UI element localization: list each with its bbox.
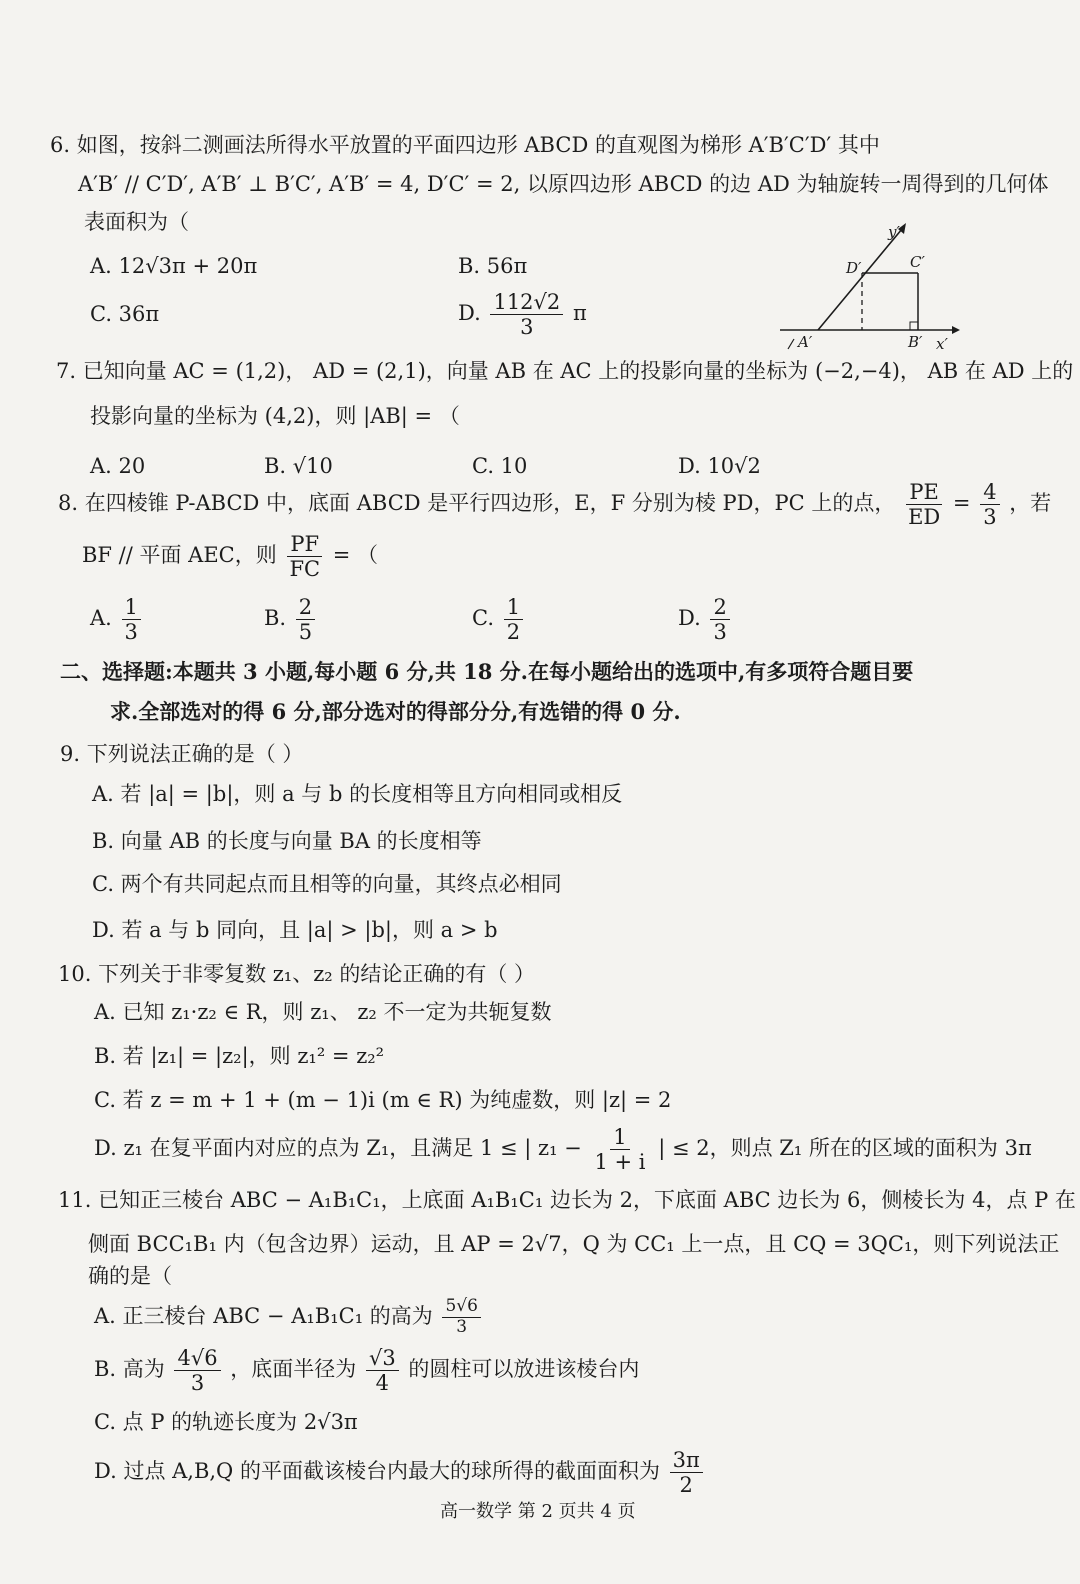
fraction-numerator: 2 bbox=[296, 595, 315, 620]
equals-sign: = bbox=[952, 491, 971, 516]
q8-fraction-pf-fc bbox=[286, 532, 323, 581]
label-b: B′ bbox=[908, 333, 923, 351]
q10-option-a: A. 已知 z₁·z₂ ∈ R，则 z₁、 z₂ 不一定为共轭复数 bbox=[94, 1000, 552, 1024]
q8-stem-line2 bbox=[82, 532, 378, 581]
q10-option-d bbox=[94, 1124, 1032, 1174]
q6-stem-line3: 表面积为（ bbox=[84, 210, 189, 234]
q11-option-b bbox=[94, 1344, 639, 1395]
fraction-numerator: 1 bbox=[504, 595, 523, 620]
q10-option-d-fraction bbox=[591, 1125, 648, 1174]
fraction-denominator: 4 bbox=[375, 1371, 390, 1395]
q8-fraction-4-3 bbox=[980, 480, 999, 529]
q11-option-b-tail: 的圆柱可以放进该棱台内 bbox=[408, 1357, 640, 1381]
q6-option-d-label: D. bbox=[458, 301, 481, 326]
q9-stem: 9. 下列说法正确的是（ ） bbox=[60, 742, 304, 766]
fraction-numerator: 112√2 bbox=[490, 290, 563, 315]
q11-option-d bbox=[94, 1446, 706, 1497]
fraction-numerator: 4 bbox=[980, 480, 999, 505]
q9-option-a: A. 若 |a| = |b|，则 a 与 b 的长度相等且方向相同或相反 bbox=[92, 782, 623, 806]
fraction-denominator: 3 bbox=[520, 315, 534, 340]
q6-option-d-fraction bbox=[490, 290, 563, 339]
label-x: x′ bbox=[936, 335, 948, 353]
q11-stem-line2: 侧面 BCC₁B₁ 内（包含边界）运动，且 AP = 2√7，Q 为 CC₁ 上一点，且 CQ = 3QC₁，则下列说法正 bbox=[88, 1232, 1060, 1256]
option-label: C. bbox=[472, 606, 494, 631]
option-label: D. bbox=[678, 606, 701, 631]
fraction-numerator: 3π bbox=[670, 1448, 703, 1473]
q9-option-b: B. 向量 AB 的长度与向量 BA 的长度相等 bbox=[92, 829, 482, 853]
fraction-numerator: 5√6 bbox=[442, 1297, 480, 1318]
y-axis bbox=[818, 229, 902, 330]
q8-stem-text: BF // 平面 AEC，则 bbox=[82, 543, 277, 568]
q7-option-a: A. 20 bbox=[90, 454, 146, 478]
label-c: C′ bbox=[910, 253, 925, 271]
q9-option-d: D. 若 a 与 b 同向，且 |a| > |b|，则 a > b bbox=[92, 918, 498, 942]
q11-option-d-text: D. 过点 A,B,Q 的平面截该棱台内最大的球所得的截面面积为 bbox=[94, 1459, 660, 1483]
q11-stem-line3: 确的是（ bbox=[88, 1264, 172, 1288]
q8-stem-line1 bbox=[58, 480, 1051, 529]
label-d: D′ bbox=[846, 259, 862, 277]
option-fraction bbox=[296, 595, 315, 644]
page-footer: 高一数学 第 2 页共 4 页 bbox=[440, 1501, 636, 1522]
fraction-numerator: 1 bbox=[610, 1125, 629, 1150]
fraction-numerator: √3 bbox=[366, 1346, 399, 1371]
q7-option-d: D. 10√2 bbox=[678, 454, 761, 478]
q11-option-d-fraction bbox=[670, 1448, 703, 1497]
label-a: A′ bbox=[798, 333, 813, 351]
q8-fraction-pe-ed bbox=[905, 480, 943, 529]
fraction-denominator: 3 bbox=[190, 1371, 205, 1395]
q10-option-d-text: D. z₁ 在复平面内对应的点为 Z₁，且满足 1 ≤ | z₁ − bbox=[94, 1136, 582, 1160]
option-label: B. bbox=[264, 606, 287, 631]
fraction-numerator: PF bbox=[287, 532, 322, 557]
q10-option-d-tail: | ≤ 2，则点 Z₁ 所在的区域的面积为 3π bbox=[658, 1136, 1032, 1160]
section-2-header-line2: 求.全部选对的得 6 分,部分选对的得部分分,有选错的得 0 分. bbox=[110, 699, 681, 724]
q10-option-c: C. 若 z = m + 1 + (m − 1)i (m ∈ R) 为纯虚数，则 |z| = 2 bbox=[94, 1088, 672, 1112]
fraction-numerator: 1 bbox=[122, 595, 141, 620]
q11-option-a bbox=[94, 1294, 484, 1338]
q6-option-b: B. 56π bbox=[458, 254, 528, 278]
fraction-numerator: PE bbox=[906, 480, 941, 505]
fraction-numerator: 2 bbox=[710, 595, 729, 620]
section-2-header-line1: 二、选择题:本题共 3 小题,每小题 6 分,共 18 分.在每小题给出的选项中,有多项符合题目要 bbox=[60, 659, 914, 684]
q8-stem-tail: ，若 bbox=[1009, 491, 1052, 516]
q6-stem-line1: 6. 如图，按斜二测画法所得水平放置的平面四边形 ABCD 的直观图为梯形 A′B′C′D′ 其中 bbox=[50, 133, 880, 157]
q11-option-b-fraction-radius bbox=[366, 1346, 399, 1395]
fraction-denominator: FC bbox=[289, 557, 321, 582]
fraction-denominator: 1 + i bbox=[594, 1150, 646, 1174]
fraction-denominator: 3 bbox=[713, 620, 727, 645]
q11-stem-line1: 11. 已知正三棱台 ABC − A₁B₁C₁，上底面 A₁B₁C₁ 边长为 2，下底面 ABC 边长为 6，侧棱长为 4，点 P 在 bbox=[58, 1188, 1076, 1212]
fraction-denominator: 3 bbox=[456, 1317, 468, 1337]
q8-option-b bbox=[264, 595, 318, 644]
q10-stem: 10. 下列关于非零复数 z₁、z₂ 的结论正确的有（ ） bbox=[58, 962, 536, 986]
fraction-denominator: 5 bbox=[298, 620, 313, 645]
q6-stem-line2: A′B′ // C′D′, A′B′ ⊥ B′C′, A′B′ = 4, D′C′ = 2, 以原四边形 ABCD 的边 AD 为轴旋转一周得到的几何体 bbox=[78, 172, 1049, 196]
q7-option-b: B. √10 bbox=[264, 454, 333, 478]
q8-stem-tail: = （ bbox=[332, 543, 379, 568]
q6-option-d bbox=[458, 290, 587, 339]
option-label: A. bbox=[90, 606, 112, 631]
option-fraction bbox=[504, 595, 523, 644]
label-y: y′ bbox=[888, 223, 900, 241]
q11-option-a-text: A. 正三棱台 ABC − A₁B₁C₁ 的高为 bbox=[94, 1304, 433, 1328]
q10-option-b: B. 若 |z₁| = |z₂|，则 z₁² = z₂² bbox=[94, 1044, 385, 1068]
fraction-denominator: 3 bbox=[983, 505, 997, 530]
right-angle-mark bbox=[910, 322, 918, 330]
fraction-denominator: 2 bbox=[506, 620, 521, 645]
fraction-denominator: 3 bbox=[124, 620, 138, 645]
q8-option-a bbox=[90, 595, 144, 644]
q7-stem-line1: 7. 已知向量 AC = (1,2)， AD = (2,1)，向量 AB 在 AC 上的投影向量的坐标为 (−2,−4)， AB 在 AD 上的 bbox=[56, 359, 1074, 383]
q11-option-c: C. 点 P 的轨迹长度为 2√3π bbox=[94, 1410, 358, 1434]
q8-stem-text: 8. 在四棱锥 P-ABCD 中，底面 ABCD 是平行四边形，E，F 分别为棱 PD，PC 上的点， bbox=[58, 491, 896, 516]
q11-option-b-text: B. 高为 bbox=[94, 1357, 165, 1381]
x-axis-arrow bbox=[952, 326, 960, 334]
q8-option-d bbox=[678, 595, 733, 644]
q11-option-b-mid: ，底面半径为 bbox=[230, 1357, 357, 1381]
fraction-denominator: ED bbox=[908, 505, 941, 530]
q6-option-c: C. 36π bbox=[90, 302, 160, 326]
q6-option-a: A. 12√3π + 20π bbox=[90, 254, 258, 278]
q9-option-c: C. 两个有共同起点而且相等的向量，其终点必相同 bbox=[92, 872, 562, 896]
q7-option-c: C. 10 bbox=[472, 454, 528, 478]
fraction-denominator: 2 bbox=[679, 1473, 693, 1497]
q11-option-b-fraction-height bbox=[174, 1346, 220, 1395]
trapezoid-figure bbox=[770, 215, 970, 360]
option-fraction bbox=[122, 595, 141, 644]
fraction-numerator: 4√6 bbox=[174, 1346, 220, 1371]
q11-option-a-fraction bbox=[442, 1297, 480, 1337]
option-fraction bbox=[710, 595, 729, 644]
q6-option-d-pi: π bbox=[572, 301, 587, 326]
tick-mark bbox=[788, 339, 794, 349]
q8-option-c bbox=[472, 595, 526, 644]
q7-stem-line2: 投影向量的坐标为 (4,2)，则 |AB| = （ bbox=[90, 404, 460, 428]
